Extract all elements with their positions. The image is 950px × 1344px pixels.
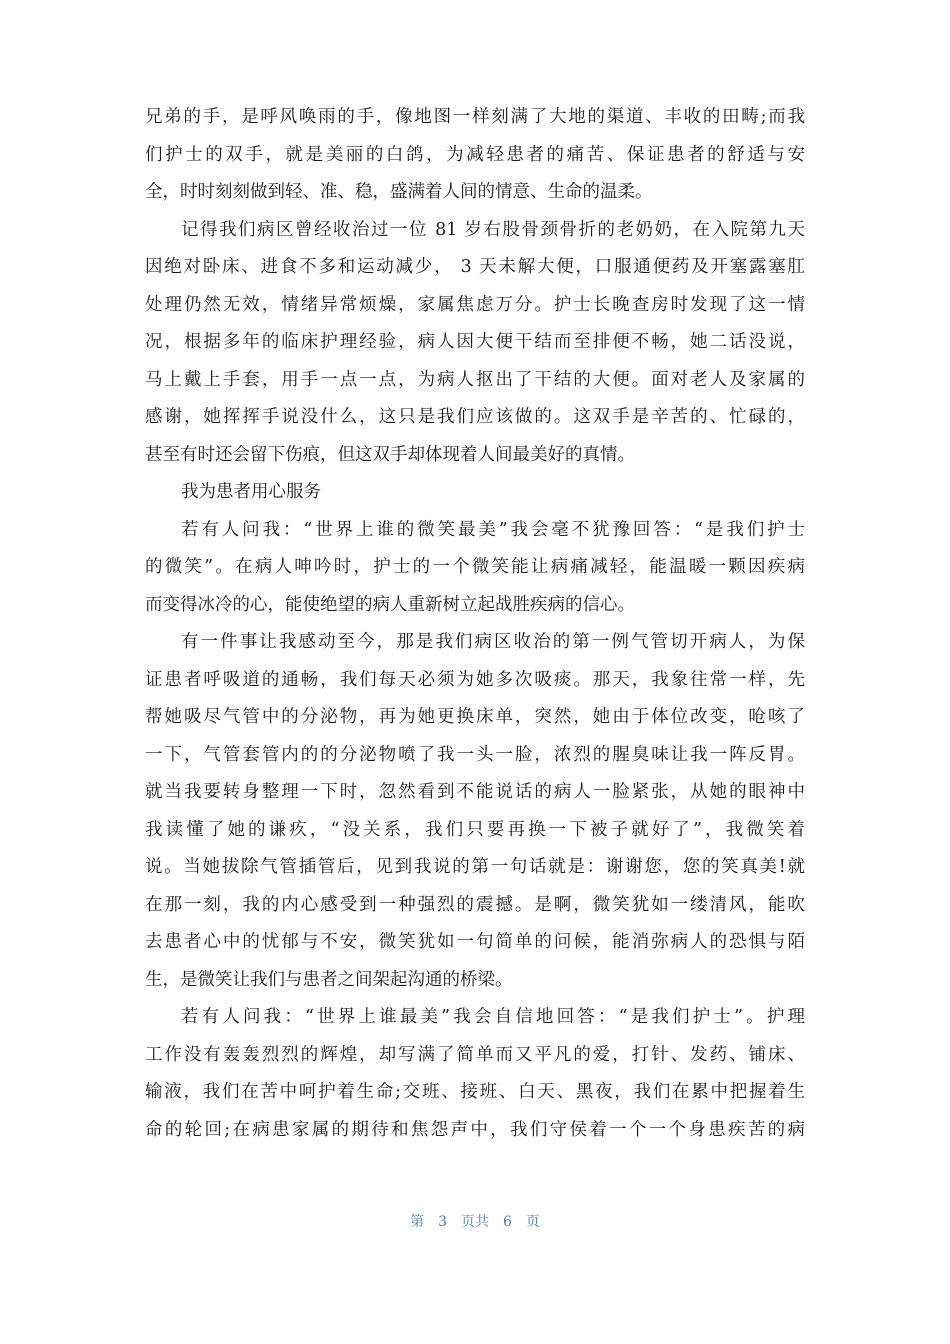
document-body <box>145 99 805 1149</box>
total-pages-number: 6 <box>503 1214 512 1230</box>
text-line: 因绝对卧床、进食不多和运动减少， 3 天未解大便，口服通便药及开塞露塞肛 <box>145 257 805 277</box>
page-label-suffix: 页 <box>525 1214 540 1230</box>
page-label-middle: 页共 <box>461 1214 489 1230</box>
text-line: 兄弟的手，是呼风唤雨的手，像地图一样刻满了大地的渠道、丰收的田畴;而我 <box>145 107 805 127</box>
current-page-number: 3 <box>438 1214 447 1230</box>
paragraph <box>145 99 805 212</box>
text-line: 况，根据多年的临床护理经验，病人因大便干结而至排便不畅，她二话没说， <box>145 332 805 352</box>
text-line: 证患者呼吸道的通畅，我们每天必须为她多次吸痰。那天，我象往常一样，先 <box>145 669 805 690</box>
text-line: 命的轮回;在病患家属的期待和焦怨声中，我们守侯着一个一个身患疾苦的病 <box>145 1119 805 1140</box>
text-line: 帮她吸尽气管中的分泌物，再为她更换床单，突然，她由于体位改变，呛咳了 <box>145 707 805 727</box>
text-line: 感谢，她挥挥手说没什么，这只是我们应该做的。这双手是辛苦的、忙碌的， <box>145 407 805 427</box>
text-line: 去患者心中的忧郁与不安，微笑犹如一句简单的问候，能消弥病人的恐惧与陌 <box>145 932 805 952</box>
text-line: 我读懂了她的谦疚，“没关系，我们只要再换一下被子就好了”，我微笑着 <box>145 819 805 840</box>
paragraph <box>145 999 805 1149</box>
text-line: 说。当她拔除气管插管后，见到我说的第一句话就是：谢谢您，您的笑真美!就 <box>145 857 805 877</box>
text-line: 全，时时刻刻做到轻、准、稳，盛满着人间的情意、生命的温柔。 <box>145 182 653 202</box>
text-line: 输液，我们在苦中呵护着生命;交班、接班、白天、黑夜，我们在累中把握着生 <box>145 1082 805 1102</box>
text-line: 们护士的双手，就是美丽的白鸽，为减轻患者的痛苦、保证患者的舒适与安 <box>145 144 805 165</box>
text-line: 处理仍然无效，情绪异常烦燥，家属焦虑万分。护士长晚查房时发现了这一情 <box>145 294 805 315</box>
text-line: 就当我要转身整理一下时，忽然看到不能说话的病人一脸紧张，从她的眼神中 <box>145 782 805 802</box>
paragraph <box>145 624 805 999</box>
paragraph <box>145 512 805 625</box>
text-line: 在那一刻，我的内心感受到一种强烈的震撼。是啊，微笑犹如一缕清风，能吹 <box>145 894 805 915</box>
page-footer <box>0 1211 950 1231</box>
text-line: 工作没有轰轰烈烈的辉煌，却写满了简单而又平凡的爱，打针、发药、铺床、 <box>145 1044 805 1065</box>
text-line: 而变得冰冷的心，能使绝望的病人重新树立起战胜疾病的信心。 <box>145 594 635 615</box>
text-line: 一下，气管套管内的的分泌物喷了我一头一脸，浓烈的腥臭味让我一阵反胃。 <box>145 744 805 765</box>
text-line: 有一件事让我感动至今，那是我们病区收治的第一例气管切开病人，为保 <box>181 632 805 652</box>
text-line: 的微笑”。在病人呻吟时，护士的一个微笑能让病痛减轻，能温暖一颗因疾病 <box>145 557 805 577</box>
heading-text: 我为患者用心服务 <box>181 482 321 502</box>
text-line: 记得我们病区曾经收治过一位 81 岁右股骨颈骨折的老奶奶，在入院第九天 <box>181 219 805 240</box>
text-line: 马上戴上手套，用手一点一点，为病人抠出了干结的大便。面对老人及家属的 <box>145 369 805 390</box>
section-heading <box>145 474 805 512</box>
page-label-prefix: 第 <box>410 1214 425 1230</box>
text-line: 若有人问我：“世界上谁的微笑最美”我会毫不犹豫回答：“是我们护士 <box>181 519 805 540</box>
text-line: 生，是微笑让我们与患者之间架起沟通的桥梁。 <box>145 969 513 990</box>
paragraph <box>145 212 805 475</box>
text-line: 甚至有时还会留下伤痕，但这双手却体现着人间最美好的真情。 <box>145 444 635 465</box>
text-line: 若有人问我：“世界上谁最美”我会自信地回答：“是我们护士”。护理 <box>181 1007 805 1027</box>
